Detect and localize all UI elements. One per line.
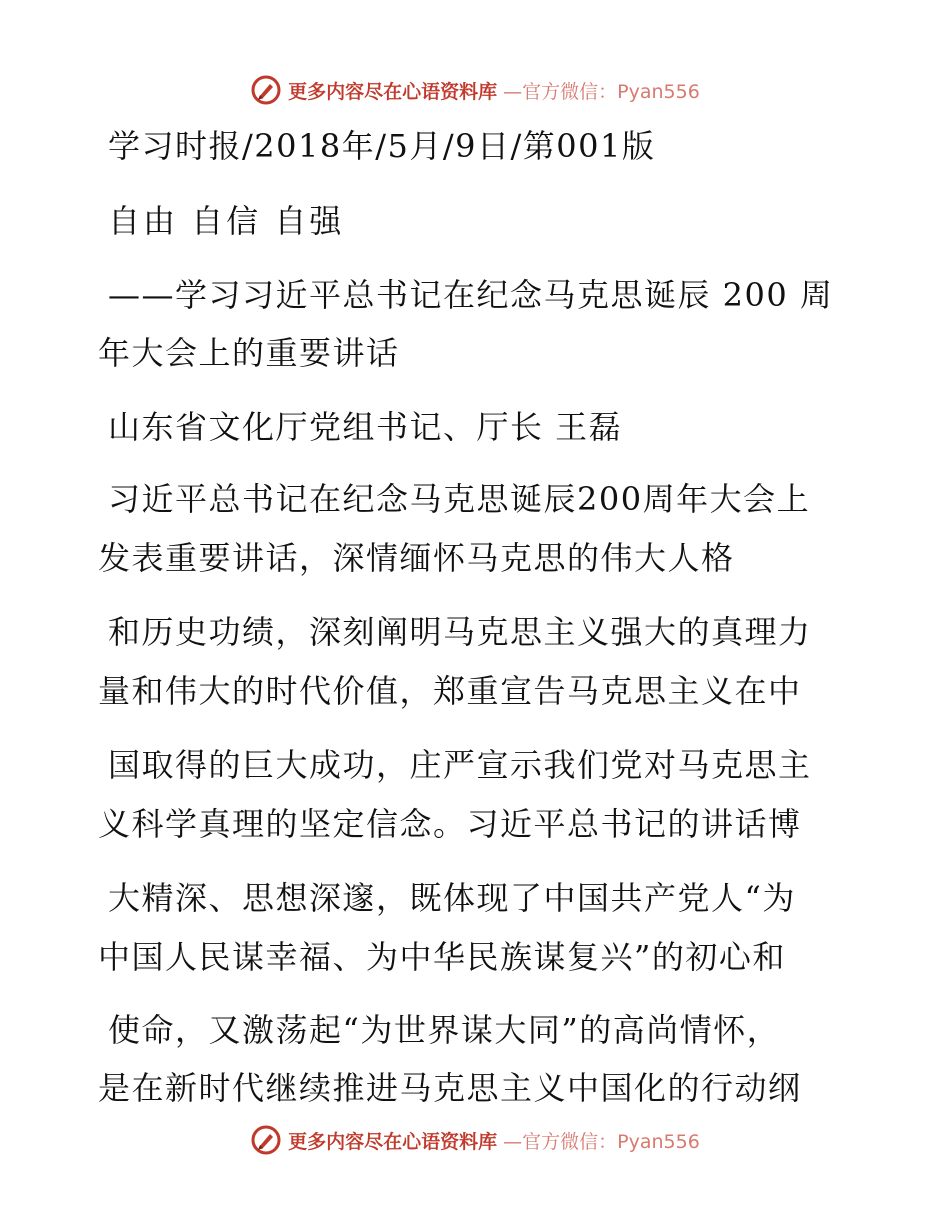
body-line: 量和伟大的时代价值，郑重宣告马克思主义在中 (98, 672, 802, 710)
meta-line: 学习时报/2018年/5月/9日/第001版 (108, 127, 656, 165)
article-subtitle-line-2: 年大会上的重要讲话 (98, 334, 400, 372)
body-line: 发表重要讲话，深情缅怀马克思的伟大人格 (98, 539, 735, 577)
body-line: 习近平总书记在纪念马克思诞辰200周年大会上 (108, 480, 811, 518)
body-line: 是在新时代继续推进马克思主义中国化的行动纲 (98, 1069, 802, 1107)
body-line: 国取得的巨大成功，庄严宣示我们党对马克思主 (108, 746, 812, 784)
watermark-banner-top (0, 70, 950, 110)
watermark-wechat: —官方微信：Pyan556 (503, 1130, 700, 1153)
article-subtitle-line-1: ——学习习近平总书记在纪念马克思诞辰 200 周 (108, 276, 834, 314)
body-line: 使命，又激荡起“为世界谋大同”的高尚情怀， (108, 1011, 781, 1049)
watermark-banner-bottom (0, 1120, 950, 1160)
body-line: 中国人民谋幸福、为中华民族谋复兴”的初心和 (98, 938, 786, 976)
body-line: 义科学真理的坚定信念。习近平总书记的讲话博 (98, 805, 802, 843)
watermark-text: 更多内容尽在心语资料库 (288, 1130, 498, 1153)
body-line: 大精深、思想深邃，既体现了中国共产党人“为 (108, 879, 796, 917)
body-line: 和历史功绩，深刻阐明马克思主义强大的真理力 (108, 613, 812, 651)
pen-logo-icon (250, 1124, 282, 1156)
article-title: 自由 自信 自强 (108, 202, 345, 240)
watermark-text: 更多内容尽在心语资料库 (288, 80, 498, 103)
pen-logo-icon (250, 74, 282, 106)
watermark-wechat: —官方微信：Pyan556 (503, 80, 700, 103)
article-author: 山东省文化厅党组书记、厅长 王磊 (108, 408, 623, 446)
